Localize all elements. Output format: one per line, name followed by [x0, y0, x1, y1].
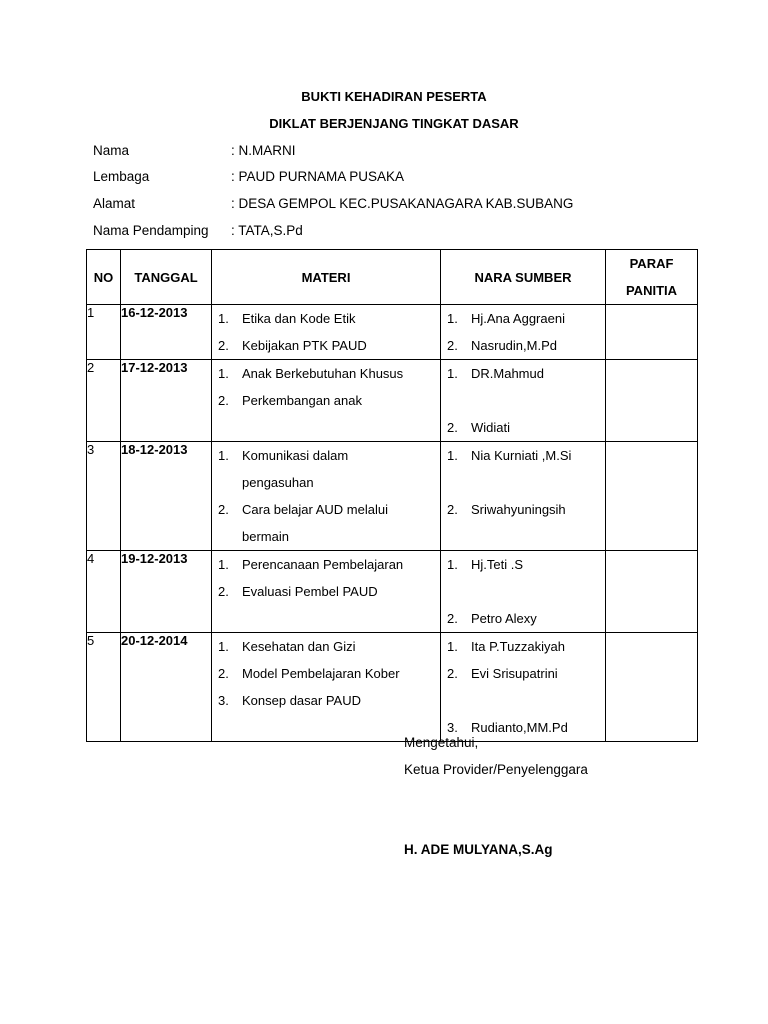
list-item — [441, 496, 605, 523]
table-row — [87, 360, 698, 442]
list-item — [212, 551, 440, 578]
row-nara-sumber — [441, 360, 606, 442]
list-spacer — [441, 469, 605, 496]
list-text: Cara belajar AUD melalui — [242, 502, 388, 517]
list-text: Perencanaan Pembelajaran — [242, 557, 404, 572]
list-spacer — [441, 578, 605, 605]
list-item-continuation — [212, 523, 440, 550]
info-value: : DESA GEMPOL KEC.PUSAKANAGARA KAB.SUBANG — [231, 196, 574, 211]
row-materi — [212, 360, 441, 442]
list-item-continuation — [212, 469, 440, 496]
list-text: Nia Kurniati ,M.Si — [471, 448, 572, 463]
row-paraf — [606, 551, 698, 633]
row-nara-sumber — [441, 633, 606, 742]
list-spacer — [441, 387, 605, 414]
list-number: 2. — [218, 666, 229, 681]
row-no: 1 — [87, 305, 121, 360]
list-number: 2. — [447, 338, 458, 353]
list-number: 1. — [218, 311, 229, 326]
info-label: Lembaga — [93, 169, 150, 184]
info-label: Nama — [93, 143, 130, 158]
list-item — [441, 332, 605, 359]
row-nara-sumber — [441, 305, 606, 360]
list-number: 2. — [447, 420, 458, 435]
info-label: Nama Pendamping — [93, 223, 209, 238]
list-item — [212, 496, 440, 523]
row-tanggal: 20-12-2014 — [121, 633, 212, 742]
list-number: 2. — [218, 584, 229, 599]
list-text: Evi Srisupatrini — [471, 666, 558, 681]
list-text: Widiati — [471, 420, 511, 435]
list-item — [441, 442, 605, 469]
table-row — [87, 633, 698, 742]
list-text: Evaluasi Pembel PAUD — [242, 584, 378, 599]
header-no: NO — [87, 250, 121, 305]
row-tanggal: 16-12-2013 — [121, 305, 212, 360]
info-value: : N.MARNI — [231, 143, 296, 158]
list-text: Kebijakan PTK PAUD — [242, 338, 367, 353]
list-text: Hj.Teti .S — [471, 557, 524, 572]
list-text: Konsep dasar PAUD — [242, 693, 361, 708]
list-item — [441, 360, 605, 387]
list-text: Komunikasi dalam — [242, 448, 349, 463]
row-no: 2 — [87, 360, 121, 442]
list-item — [441, 605, 605, 632]
header-tanggal: TANGGAL — [121, 250, 212, 305]
row-tanggal: 19-12-2013 — [121, 551, 212, 633]
attendance-table — [86, 249, 698, 742]
list-number: 2. — [447, 611, 458, 626]
list-number: 1. — [447, 366, 458, 381]
list-text: Anak Berkebutuhan Khusus — [242, 366, 404, 381]
row-tanggal: 17-12-2013 — [121, 360, 212, 442]
list-item — [441, 633, 605, 660]
list-text: Model Pembelajaran Kober — [242, 666, 400, 681]
list-text: Kesehatan dan Gizi — [242, 639, 356, 654]
list-item — [212, 442, 440, 469]
list-text: Hj.Ana Aggraeni — [471, 311, 565, 326]
row-materi — [212, 442, 441, 551]
row-paraf — [606, 360, 698, 442]
list-text: Perkembangan anak — [242, 393, 362, 408]
list-number: 1. — [218, 557, 229, 572]
list-text: Rudianto,MM.Pd — [471, 720, 568, 735]
list-text: Etika dan Kode Etik — [242, 311, 356, 326]
table-row — [87, 551, 698, 633]
list-item — [441, 305, 605, 332]
list-number: 2. — [447, 502, 458, 517]
list-item — [441, 551, 605, 578]
header-nara-sumber: NARA SUMBER — [441, 250, 606, 305]
list-number: 1. — [218, 366, 229, 381]
list-text: pengasuhan — [242, 475, 314, 490]
list-item — [212, 633, 440, 660]
row-materi — [212, 633, 441, 742]
signature-position: Ketua Provider/Penyelenggara — [404, 762, 588, 777]
info-value: : PAUD PURNAMA PUSAKA — [231, 169, 405, 184]
list-number: 1. — [218, 639, 229, 654]
row-paraf — [606, 305, 698, 360]
list-number: 2. — [218, 502, 229, 517]
list-number: 2. — [218, 393, 229, 408]
document-title: BUKTI KEHADIRAN PESERTA — [301, 89, 487, 104]
table-row — [87, 305, 698, 360]
list-item — [212, 578, 440, 605]
list-item — [212, 332, 440, 359]
list-number: 3. — [447, 720, 458, 735]
list-item — [212, 360, 440, 387]
list-number: 2. — [447, 666, 458, 681]
list-item — [441, 414, 605, 441]
header-paraf: PARAF — [629, 256, 674, 271]
row-materi — [212, 551, 441, 633]
list-item — [212, 387, 440, 414]
header-materi: MATERI — [212, 250, 441, 305]
list-text: bermain — [242, 529, 289, 544]
row-no: 4 — [87, 551, 121, 633]
info-label: Alamat — [93, 196, 136, 211]
list-number: 1. — [218, 448, 229, 463]
list-text: Sriwahyuningsih — [471, 502, 566, 517]
row-tanggal: 18-12-2013 — [121, 442, 212, 551]
list-number: 3. — [218, 693, 229, 708]
row-no: 3 — [87, 442, 121, 551]
table-header-row — [87, 250, 698, 305]
row-nara-sumber — [441, 442, 606, 551]
row-no: 5 — [87, 633, 121, 742]
header-paraf-panitia — [606, 250, 698, 305]
list-number: 1. — [447, 448, 458, 463]
list-text: DR.Mahmud — [471, 366, 544, 381]
signature-acknowledged: Mengetahui, — [404, 735, 479, 750]
list-spacer — [441, 687, 605, 714]
signature-name: H. ADE MULYANA,S.Ag — [404, 842, 553, 857]
list-item — [212, 660, 440, 687]
row-paraf — [606, 633, 698, 742]
list-number: 1. — [447, 311, 458, 326]
list-number: 1. — [447, 557, 458, 572]
row-materi — [212, 305, 441, 360]
row-paraf — [606, 442, 698, 551]
list-item — [441, 660, 605, 687]
list-number: 2. — [218, 338, 229, 353]
list-number: 1. — [447, 639, 458, 654]
row-nara-sumber — [441, 551, 606, 633]
list-text: Nasrudin,M.Pd — [471, 338, 557, 353]
table-row — [87, 442, 698, 551]
list-item — [212, 687, 440, 714]
info-value: : TATA,S.Pd — [231, 223, 303, 238]
document-subtitle: DIKLAT BERJENJANG TINGKAT DASAR — [269, 116, 519, 131]
list-item — [212, 305, 440, 332]
list-text: Petro Alexy — [471, 611, 537, 626]
list-text: Ita P.Tuzzakiyah — [471, 639, 565, 654]
header-panitia: PANITIA — [625, 283, 678, 298]
